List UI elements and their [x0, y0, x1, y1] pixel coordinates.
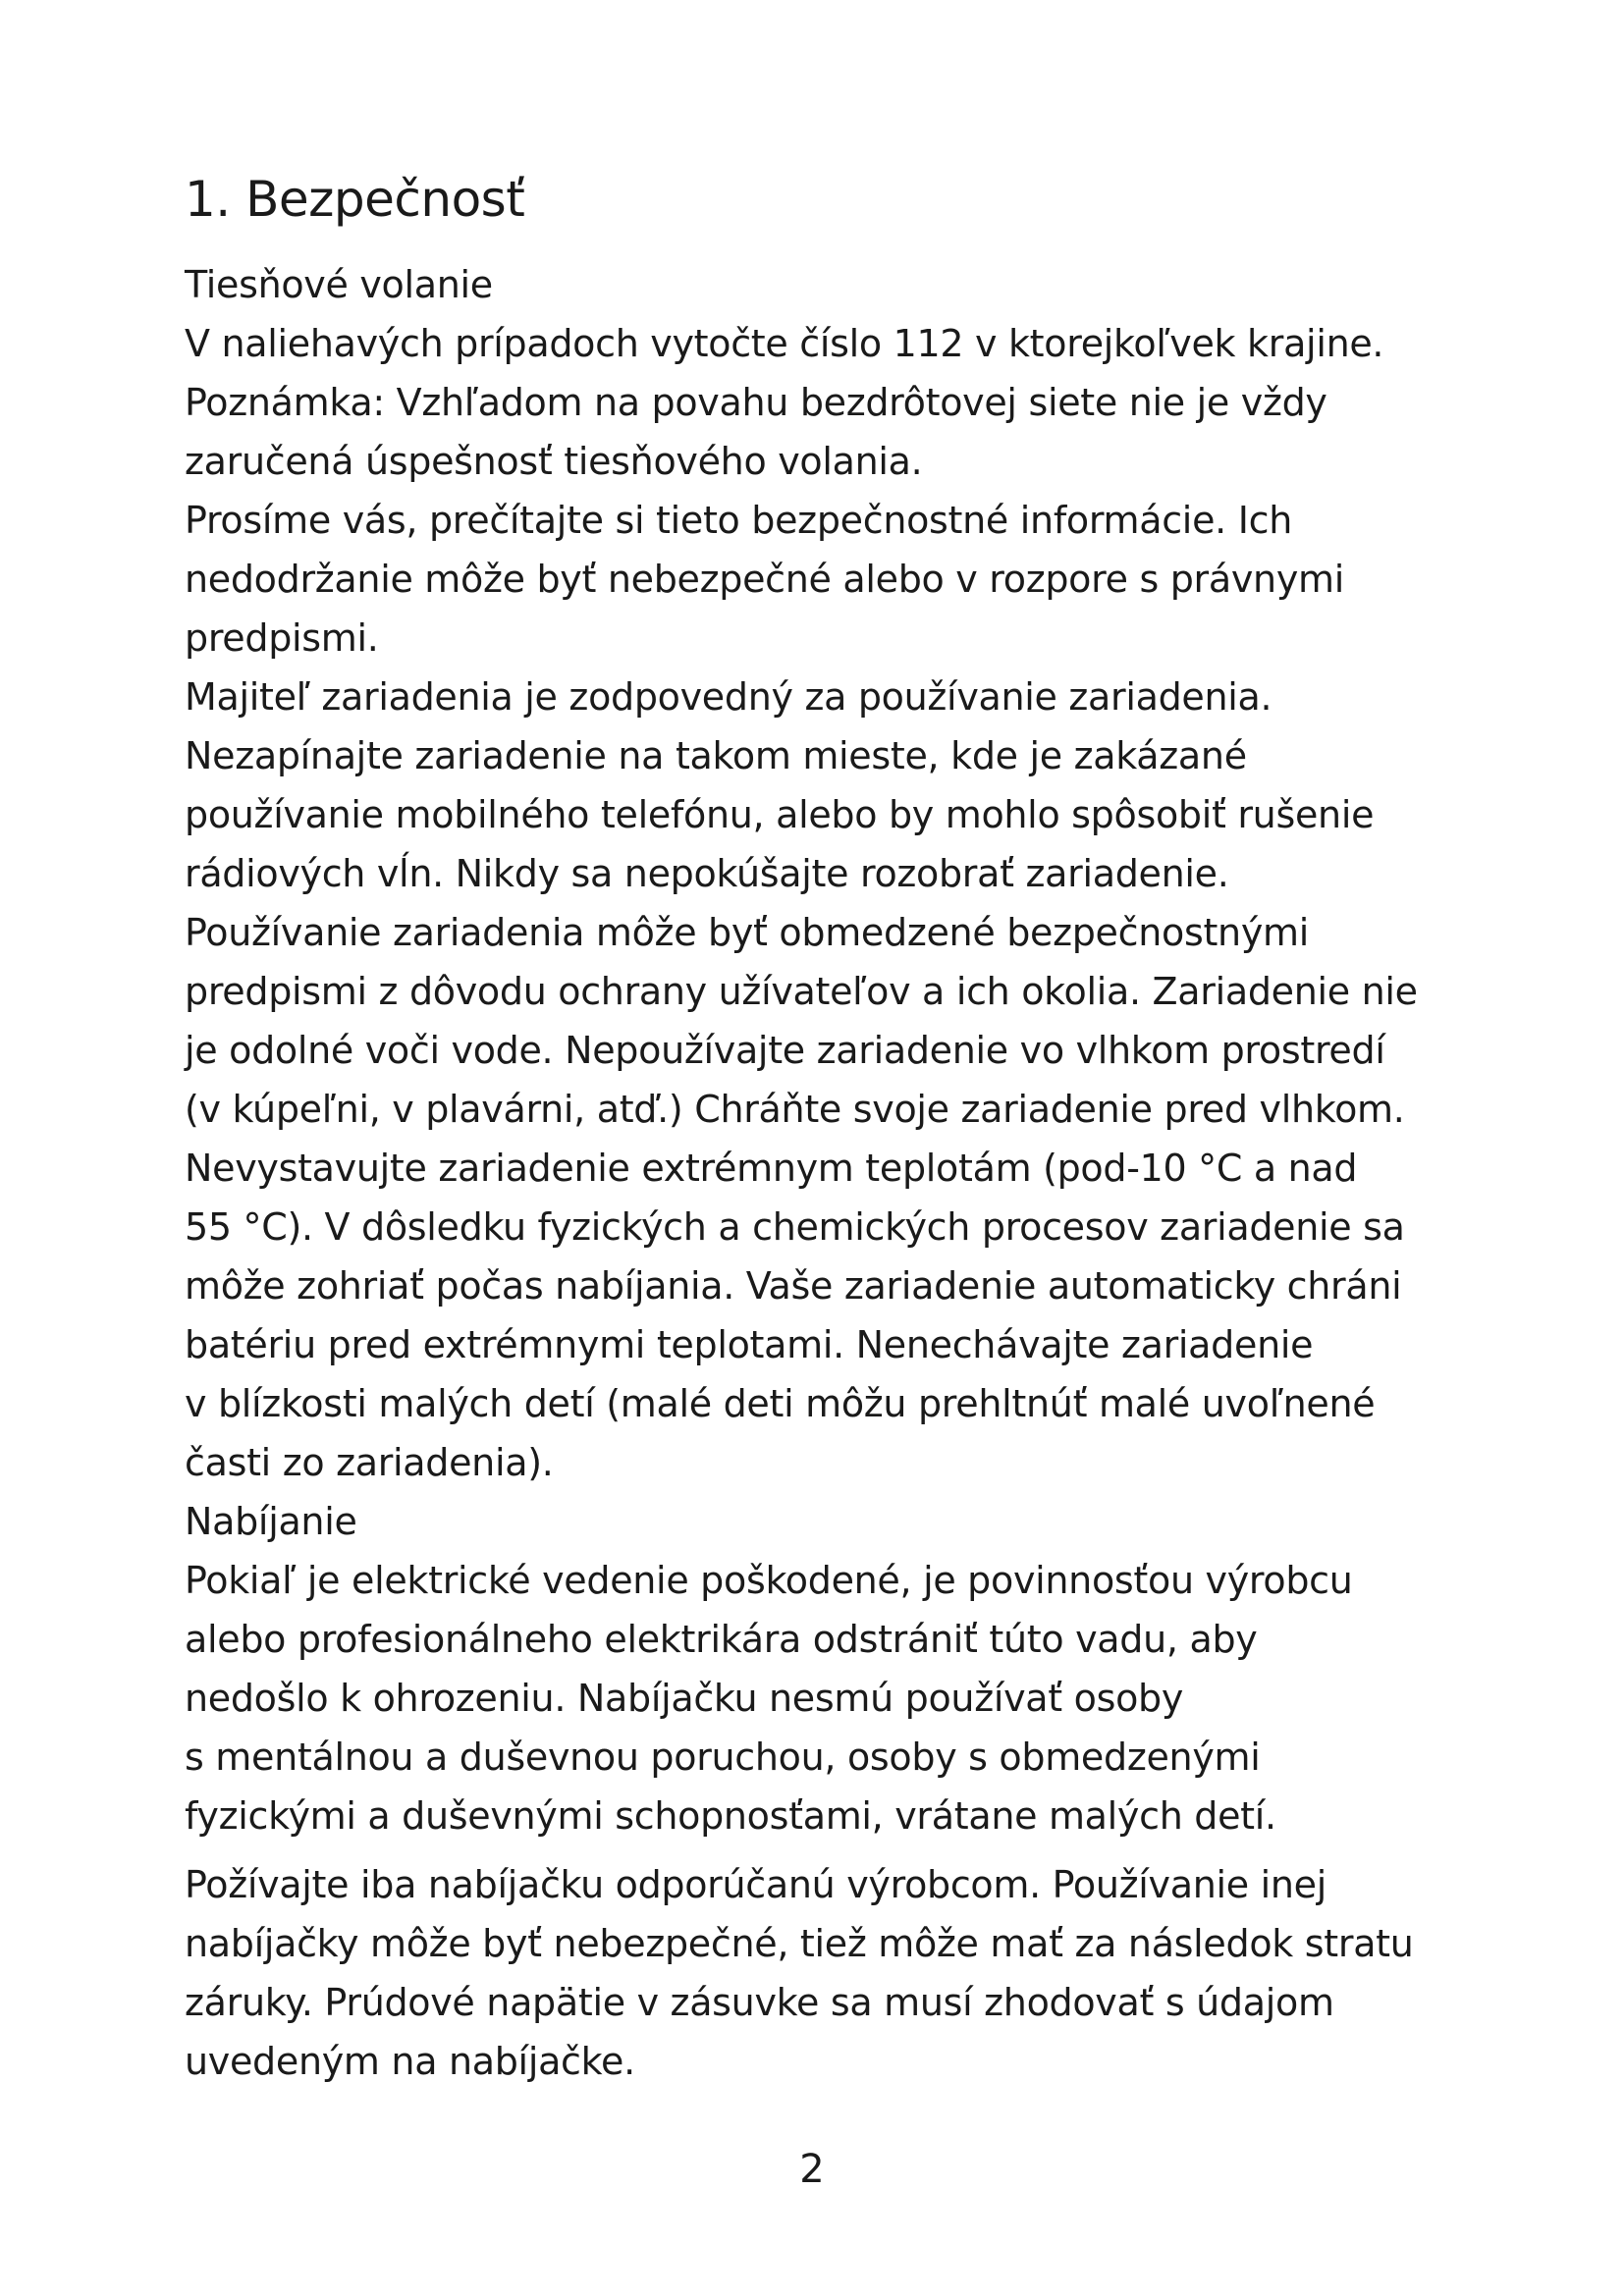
paragraph-line: uvedeným na nabíjačke. [185, 2040, 635, 2083]
paragraph-line: predpismi z dôvodu ochrany užívateľov a ich okolia. Zariadenie nie [185, 970, 1418, 1013]
paragraph-line: používanie mobilného telefónu, alebo by mohlo spôsobiť rušenie [185, 793, 1375, 836]
paragraph-line: Majiteľ zariadenia je zodpovedný za používanie zariadenia. [185, 675, 1272, 719]
paragraph-line: fyzickými a duševnými schopnosťami, vrátane malých detí. [185, 1794, 1276, 1838]
paragraph-line: Poznámka: Vzhľadom na povahu bezdrôtovej siete nie je vždy [185, 381, 1327, 424]
page-number: 2 [799, 2147, 825, 2192]
paragraph-line: s mentálnou a duševnou poruchou, osoby s obmedzenými [185, 1735, 1261, 1779]
paragraph-line: (v kúpeľni, v plavárni, atď.) Chráňte svoje zariadenie pred vlhkom. [185, 1088, 1405, 1131]
paragraph-line: zaručená úspešnosť tiesňového volania. [185, 440, 923, 483]
paragraph-line: V naliehavých prípadoch vytočte číslo 112 v ktorejkoľvek krajine. [185, 322, 1384, 365]
paragraph-line: Nevystavujte zariadenie extrémnym teplotám (pod-10 °C a nad [185, 1147, 1358, 1190]
paragraph-line: 55 °C). V dôsledku fyzických a chemických procesov zariadenie sa [185, 1205, 1405, 1249]
paragraph-line: nedošlo k ohrozeniu. Nabíjačku nesmú používať osoby [185, 1677, 1184, 1720]
paragraph-line: záruky. Prúdové napätie v zásuvke sa musí zhodovať s údajom [185, 1981, 1334, 2024]
paragraph-line: časti zo zariadenia). [185, 1441, 554, 1484]
paragraph-line: Nezapínajte zariadenie na takom mieste, kde je zakázané [185, 734, 1247, 777]
paragraph-line: v blízkosti malých detí (malé deti môžu prehltnúť malé uvoľnené [185, 1382, 1376, 1425]
paragraph-line: Používanie zariadenia môže byť obmedzené bezpečnostnými [185, 911, 1310, 954]
section-heading-emergency: Tiesňové volanie [185, 263, 493, 306]
paragraph-line: batériu pred extrémnymi teplotami. Nenechávajte zariadenie [185, 1323, 1314, 1366]
paragraph-line: predpismi. [185, 616, 379, 660]
page-content [185, 165, 1451, 2091]
paragraph-line: alebo profesionálneho elektrikára odstrániť túto vadu, aby [185, 1618, 1258, 1661]
paragraph-line: nedodržanie môže byť nebezpečné alebo v rozpore s právnymi [185, 558, 1344, 601]
paragraph-line: Požívajte iba nabíjačku odporúčanú výrobcom. Používanie inej [185, 1863, 1327, 1906]
section-heading-charging: Nabíjanie [185, 1500, 357, 1543]
paragraph-line: rádiových vĺn. Nikdy sa nepokúšajte rozobrať zariadenie. [185, 852, 1229, 895]
page-title: 1. Bezpečnosť [185, 171, 525, 228]
paragraph-line: nabíjačky môže byť nebezpečné, tiež môže mať za následok stratu [185, 1922, 1414, 1965]
paragraph-line: Pokiaľ je elektrické vedenie poškodené, je povinnosťou výrobcu [185, 1559, 1353, 1602]
paragraph-line: môže zohriať počas nabíjania. Vaše zariadenie automaticky chráni [185, 1264, 1402, 1308]
paragraph-line: je odolné voči vode. Nepoužívajte zariadenie vo vlhkom prostredí [185, 1029, 1385, 1072]
paragraph-line: Prosíme vás, prečítajte si tieto bezpečnostné informácie. Ich [185, 499, 1292, 542]
